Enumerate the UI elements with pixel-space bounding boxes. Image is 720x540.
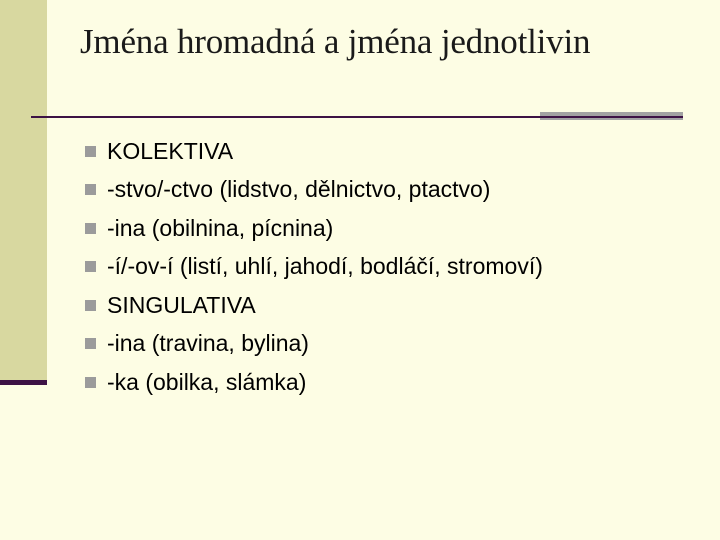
- slide-title: Jména hromadná a jména jednotlivin: [80, 22, 591, 61]
- square-bullet-icon: [85, 146, 96, 157]
- bullet-text: -ka (obilka, slámka): [107, 368, 307, 395]
- bullet-item: [85, 132, 543, 171]
- bullet-item: [85, 363, 543, 402]
- bullet-text: -ina (obilnina, pícnina): [107, 214, 334, 241]
- bullet-item: [85, 325, 543, 364]
- bullet-text: SINGULATIVA: [107, 291, 256, 318]
- square-bullet-icon: [85, 300, 96, 311]
- bullet-text: -í/-ov-í (listí, uhlí, jahodí, bodláčí, stromoví): [107, 253, 543, 280]
- side-decor-band: [0, 0, 47, 383]
- square-bullet-icon: [85, 223, 96, 234]
- bullet-text: -ina (travina, bylina): [107, 330, 309, 357]
- side-decor-band-edge: [0, 380, 47, 385]
- title-underline: [31, 116, 541, 118]
- bullet-item: [85, 209, 543, 248]
- square-bullet-icon: [85, 184, 96, 195]
- bullet-item: [85, 171, 543, 210]
- bullet-item: [85, 248, 543, 287]
- bullet-item: [85, 286, 543, 325]
- bullet-text: -stvo/-ctvo (lidstvo, dělnictvo, ptactvo): [107, 176, 491, 203]
- square-bullet-icon: [85, 338, 96, 349]
- title-underline-accent-line: [540, 116, 683, 118]
- bullet-list: [85, 132, 543, 402]
- square-bullet-icon: [85, 377, 96, 388]
- square-bullet-icon: [85, 261, 96, 272]
- bullet-text: KOLEKTIVA: [107, 137, 234, 164]
